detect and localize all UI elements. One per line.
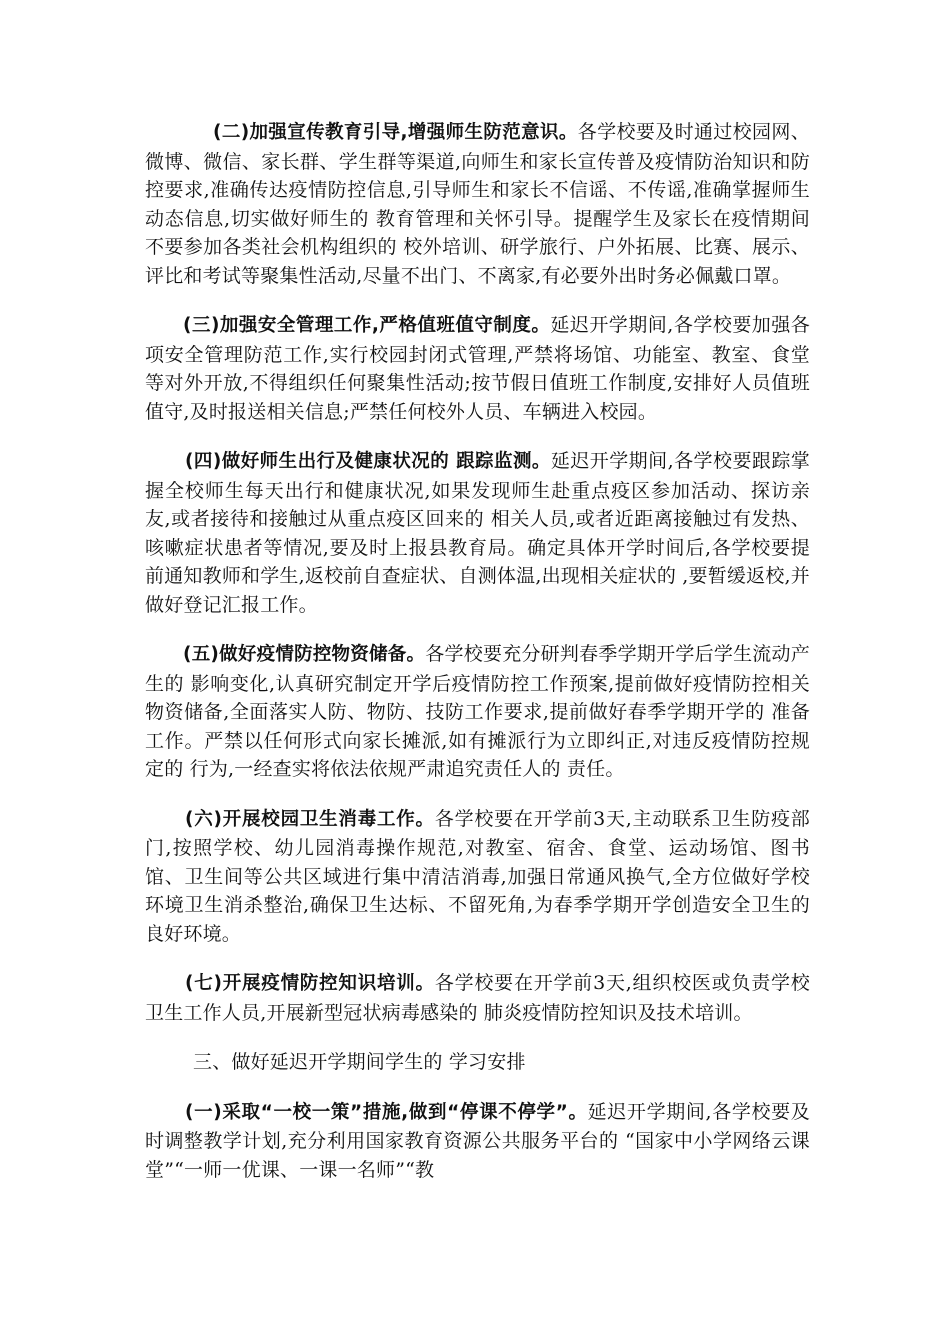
section-3 bbox=[145, 311, 810, 426]
section-last-title: (一)采取“一校一策”措施,做到“停课不停学”。 bbox=[185, 1101, 588, 1123]
section-4-title: (四)做好师生出行及健康状况的 跟踪监测。 bbox=[185, 451, 551, 472]
section-3-title: (三)加强安全管理工作,严格值班值守制度。 bbox=[183, 315, 551, 336]
section-7-body: 各学校要在开学前3天,组织校医或负责学校卫生工作人员,开展新型冠状病毒感染的 肺炎疫情防控知识及技术培训。 bbox=[145, 972, 810, 1024]
section-2 bbox=[145, 118, 810, 290]
section-7-title: (七)开展疫情防控知识培训。 bbox=[185, 973, 435, 994]
section-6-title: (六)开展校园卫生消毒工作。 bbox=[185, 808, 435, 830]
section-5-title: (五)做好疫情防控物资储备。 bbox=[183, 644, 426, 665]
section-5 bbox=[145, 640, 810, 784]
section-5-body: 各学校要充分研判春季学期开学后学生流动产生的 影响变化,认真研究制定开学后疫情防控工作预案,提前做好疫情防控相关物资储备,全面落实人防、物防、技防工作要求,提前做好春季学期开学的 准备工作。严禁以任何形式向家长摊派,如有摊派行为立即纠正,对违反疫情防控规定的 行为,一经查实将依法依规严肃追究责任人的 责任。 bbox=[145, 643, 810, 780]
chapter-heading: 三、做好延迟开学期间学生的 学习安排 bbox=[193, 1051, 526, 1073]
section-last-body: 延迟开学期间,各学校要及时调整教学计划,充分利用国家教育资源公共服务平台的 “国家中小学网络云课堂”“一师一优课、一课一名师”“教 bbox=[145, 1100, 810, 1181]
section-3-body: 延迟开学期间,各学校要加强各项安全管理防范工作,实行校园封闭式管理,严禁将场馆、功能室、教室、食堂等对外开放,不得组织任何聚集性活动;按节假日值班工作制度,安排好人员值班值守,及时报送相关信息;严禁任何校外人员、车辆进入校园。 bbox=[145, 314, 810, 423]
section-6 bbox=[145, 805, 810, 949]
section-6-body: 各学校要在开学前3天,主动联系卫生防疫部门,按照学校、幼儿园消毒操作规范,对教室、宿舍、食堂、运动场馆、图书馆、卫生间等公共区域进行集中清洁消毒,加强日常通风换气,全方位做好学校环境卫生消杀整治,确保卫生达标、不留死角,为春季学期开学创造安全卫生的 良好环境。 bbox=[145, 807, 810, 945]
section-2-body: 各学校要及时通过校园网、微博、微信、家长群、学生群等渠道,向师生和家长宣传普及疫情防治知识和防控要求,准确传达疫情防控信息,引导师生和家长不信谣、不传谣,准确掌握师生动态信息,切实做好师生的 教育管理和关怀引导。提醒学生及家长在疫情期间不要参加各类社会机构组织的 校外培训、研学旅行、户外拓展、比赛、展示、评比和考试等聚集性活动,尽量不出门、不离家,有必要外出时务必佩戴口罩。 bbox=[145, 121, 810, 287]
section-7 bbox=[145, 969, 810, 1027]
section-last bbox=[145, 1098, 810, 1185]
section-2-title: (二)加强宣传教育引导,增强师生防范意识。 bbox=[213, 122, 578, 143]
section-4-body: 延迟开学期间,各学校要跟踪掌握全校师生每天出行和健康状况,如果发现师生赴重点疫区参加活动、探访亲友,或者接待和接触过从重点疫区回来的 相关人员,或者近距离接触过有发热、咳嗽症状患者等情况,要及时上报县教育局。确定具体开学时间后,各学校要提前通知教师和学生,返校前自查症状、自测体温,出现相关症状的 ,要暂缓返校,并做好登记汇报工作。 bbox=[145, 450, 811, 616]
section-4 bbox=[145, 447, 810, 619]
